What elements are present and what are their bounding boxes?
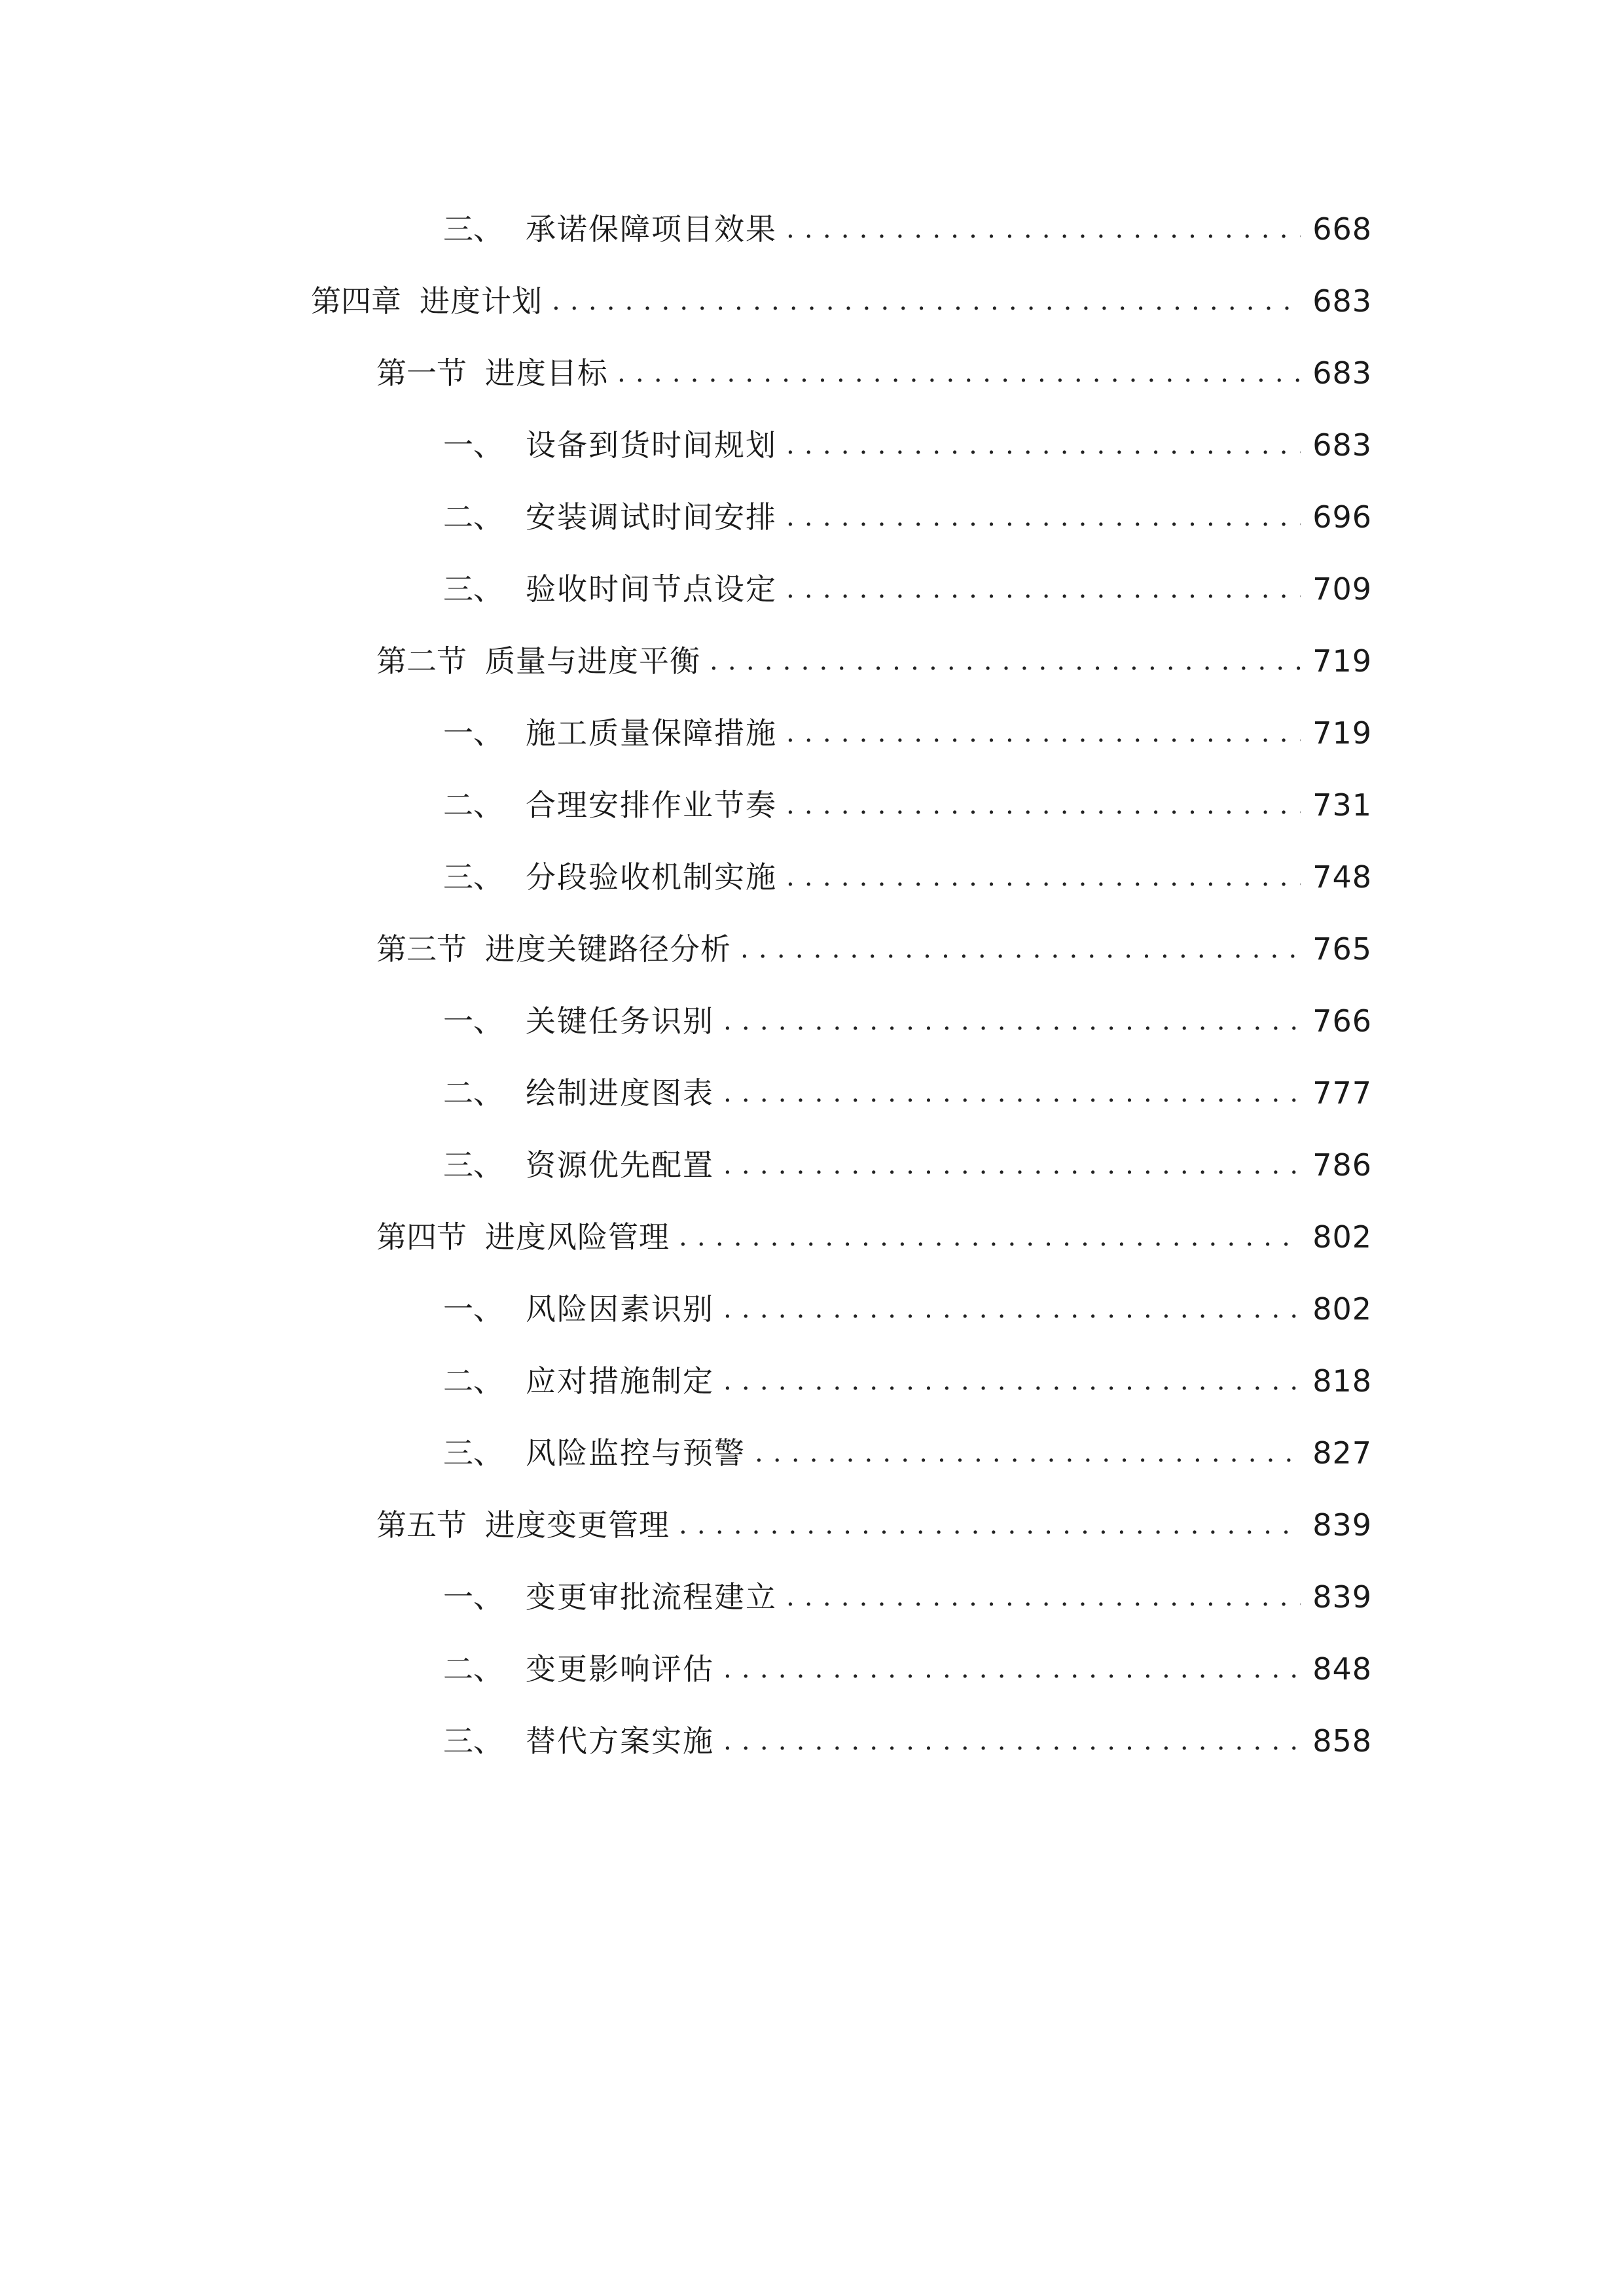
dot-leader (786, 209, 1301, 249)
toc-entry[interactable] (443, 1715, 1372, 1761)
toc-entry[interactable] (443, 1355, 1372, 1401)
toc-entry-page-number: 719 (1312, 715, 1372, 751)
toc-entry-number: 第一节 (376, 355, 467, 391)
toc-entry-number: 第三节 (376, 931, 467, 967)
toc-entry-page-number: 709 (1312, 571, 1372, 607)
toc-entry-title: 进度变更管理 (485, 1507, 670, 1543)
toc-entry-page-number: 748 (1312, 859, 1372, 895)
toc-entry-title: 合理安排作业节奏 (526, 787, 777, 823)
toc-entry-title: 安装调试时间安排 (526, 499, 777, 535)
toc-entry-title: 关键任务识别 (526, 1003, 714, 1039)
dot-leader (786, 425, 1301, 465)
toc-entry-page-number: 766 (1312, 1003, 1372, 1039)
toc-entry-number: 第五节 (376, 1507, 467, 1543)
toc-entry-number: 一、 (443, 1579, 503, 1615)
toc-entry-number: 一、 (443, 715, 503, 751)
dot-leader (679, 1505, 1301, 1545)
toc-entry-title: 风险监控与预警 (526, 1435, 746, 1471)
toc-entry[interactable] (443, 203, 1372, 249)
dot-leader (755, 1433, 1301, 1473)
toc-entry-number: 第四章 (311, 283, 401, 319)
toc-entry-page-number: 802 (1312, 1291, 1372, 1327)
dot-leader (740, 929, 1301, 969)
toc-entry[interactable] (443, 1643, 1372, 1689)
toc-entry-number: 二、 (443, 787, 503, 823)
toc-entry-number: 三、 (443, 1435, 503, 1471)
toc-entry-page-number: 683 (1312, 427, 1372, 463)
toc-entry[interactable] (311, 275, 1372, 321)
toc-entry-title: 设备到货时间规划 (526, 427, 777, 463)
toc-entry-number: 二、 (443, 1075, 503, 1111)
toc-entry-title: 进度关键路径分析 (485, 931, 731, 967)
toc-entry-page-number: 683 (1312, 355, 1372, 391)
toc-entry[interactable] (443, 491, 1372, 537)
toc-entry-page-number: 839 (1312, 1507, 1372, 1543)
toc-entry[interactable] (443, 1571, 1372, 1617)
toc-entry-title: 施工质量保障措施 (526, 715, 777, 751)
dot-leader (786, 857, 1301, 897)
dot-leader (679, 1217, 1301, 1257)
toc-entry-title: 进度计划 (420, 283, 543, 319)
dot-leader (723, 1721, 1301, 1761)
toc-entry-page-number: 683 (1312, 283, 1372, 319)
toc-entry-number: 一、 (443, 1003, 503, 1039)
toc-entry-page-number: 839 (1312, 1579, 1372, 1615)
toc-entry-title: 验收时间节点设定 (526, 571, 777, 607)
dot-leader (723, 1073, 1301, 1113)
dot-leader (723, 1289, 1301, 1329)
toc-entry[interactable] (443, 707, 1372, 753)
dot-leader (723, 1145, 1301, 1185)
toc-entry[interactable] (376, 923, 1372, 969)
toc-entry-title: 分段验收机制实施 (526, 859, 777, 895)
toc-entry-number: 第二节 (376, 643, 467, 679)
toc-entry[interactable] (376, 347, 1372, 393)
toc-entry[interactable] (443, 779, 1372, 825)
toc-entry[interactable] (443, 563, 1372, 609)
dot-leader (710, 641, 1301, 681)
toc-entry-number: 二、 (443, 1651, 503, 1687)
toc-entry[interactable] (376, 1499, 1372, 1545)
toc-entry-title: 进度目标 (485, 355, 608, 391)
toc-entry-number: 二、 (443, 1363, 503, 1399)
toc-entry[interactable] (443, 995, 1372, 1041)
toc-entry-number: 三、 (443, 211, 503, 247)
toc-entry-title: 承诺保障项目效果 (526, 211, 777, 247)
toc-entry-page-number: 858 (1312, 1723, 1372, 1759)
toc-entry-title: 资源优先配置 (526, 1147, 714, 1183)
dot-leader (723, 1361, 1301, 1401)
toc-entry-page-number: 668 (1312, 211, 1372, 247)
dot-leader (723, 1649, 1301, 1689)
toc-entry[interactable] (376, 1211, 1372, 1257)
dot-leader (552, 281, 1301, 321)
toc-entry-number: 三、 (443, 571, 503, 607)
toc-entry-number: 一、 (443, 427, 503, 463)
toc-entry-title: 质量与进度平衡 (485, 643, 700, 679)
dot-leader (786, 569, 1301, 609)
toc-entry[interactable] (443, 851, 1372, 897)
toc-entry-title: 应对措施制定 (526, 1363, 714, 1399)
toc-entry-title: 变更审批流程建立 (526, 1579, 777, 1615)
toc-entry-title: 进度风险管理 (485, 1219, 670, 1255)
dot-leader (723, 1001, 1301, 1041)
toc-entry-number: 三、 (443, 1723, 503, 1759)
toc-entry-page-number: 731 (1312, 787, 1372, 823)
toc-entry-number: 三、 (443, 859, 503, 895)
toc-entry-page-number: 765 (1312, 931, 1372, 967)
toc-entry[interactable] (443, 1139, 1372, 1185)
toc-entry[interactable] (443, 419, 1372, 465)
toc-entry-title: 变更影响评估 (526, 1651, 714, 1687)
toc-entry-number: 二、 (443, 499, 503, 535)
toc-entry-page-number: 786 (1312, 1147, 1372, 1183)
dot-leader (786, 713, 1301, 753)
dot-leader (786, 785, 1301, 825)
toc-entry-number: 三、 (443, 1147, 503, 1183)
toc-entry-number: 第四节 (376, 1219, 467, 1255)
toc-entry-page-number: 827 (1312, 1435, 1372, 1471)
dot-leader (786, 497, 1301, 537)
toc-entry-number: 一、 (443, 1291, 503, 1327)
toc-entry-title: 绘制进度图表 (526, 1075, 714, 1111)
toc-entry-title: 风险因素识别 (526, 1291, 714, 1327)
toc-entry-page-number: 802 (1312, 1219, 1372, 1255)
toc-entry-page-number: 777 (1312, 1075, 1372, 1111)
toc-entry-page-number: 719 (1312, 643, 1372, 679)
toc-entry-page-number: 848 (1312, 1651, 1372, 1687)
toc-entry[interactable] (443, 1283, 1372, 1329)
dot-leader (617, 353, 1301, 393)
toc-entry[interactable] (376, 635, 1372, 681)
dot-leader (786, 1577, 1301, 1617)
toc-entry-page-number: 696 (1312, 499, 1372, 535)
toc-entry-page-number: 818 (1312, 1363, 1372, 1399)
toc-entry-title: 替代方案实施 (526, 1723, 714, 1759)
toc-entry[interactable] (443, 1427, 1372, 1473)
toc-entry[interactable] (443, 1067, 1372, 1113)
